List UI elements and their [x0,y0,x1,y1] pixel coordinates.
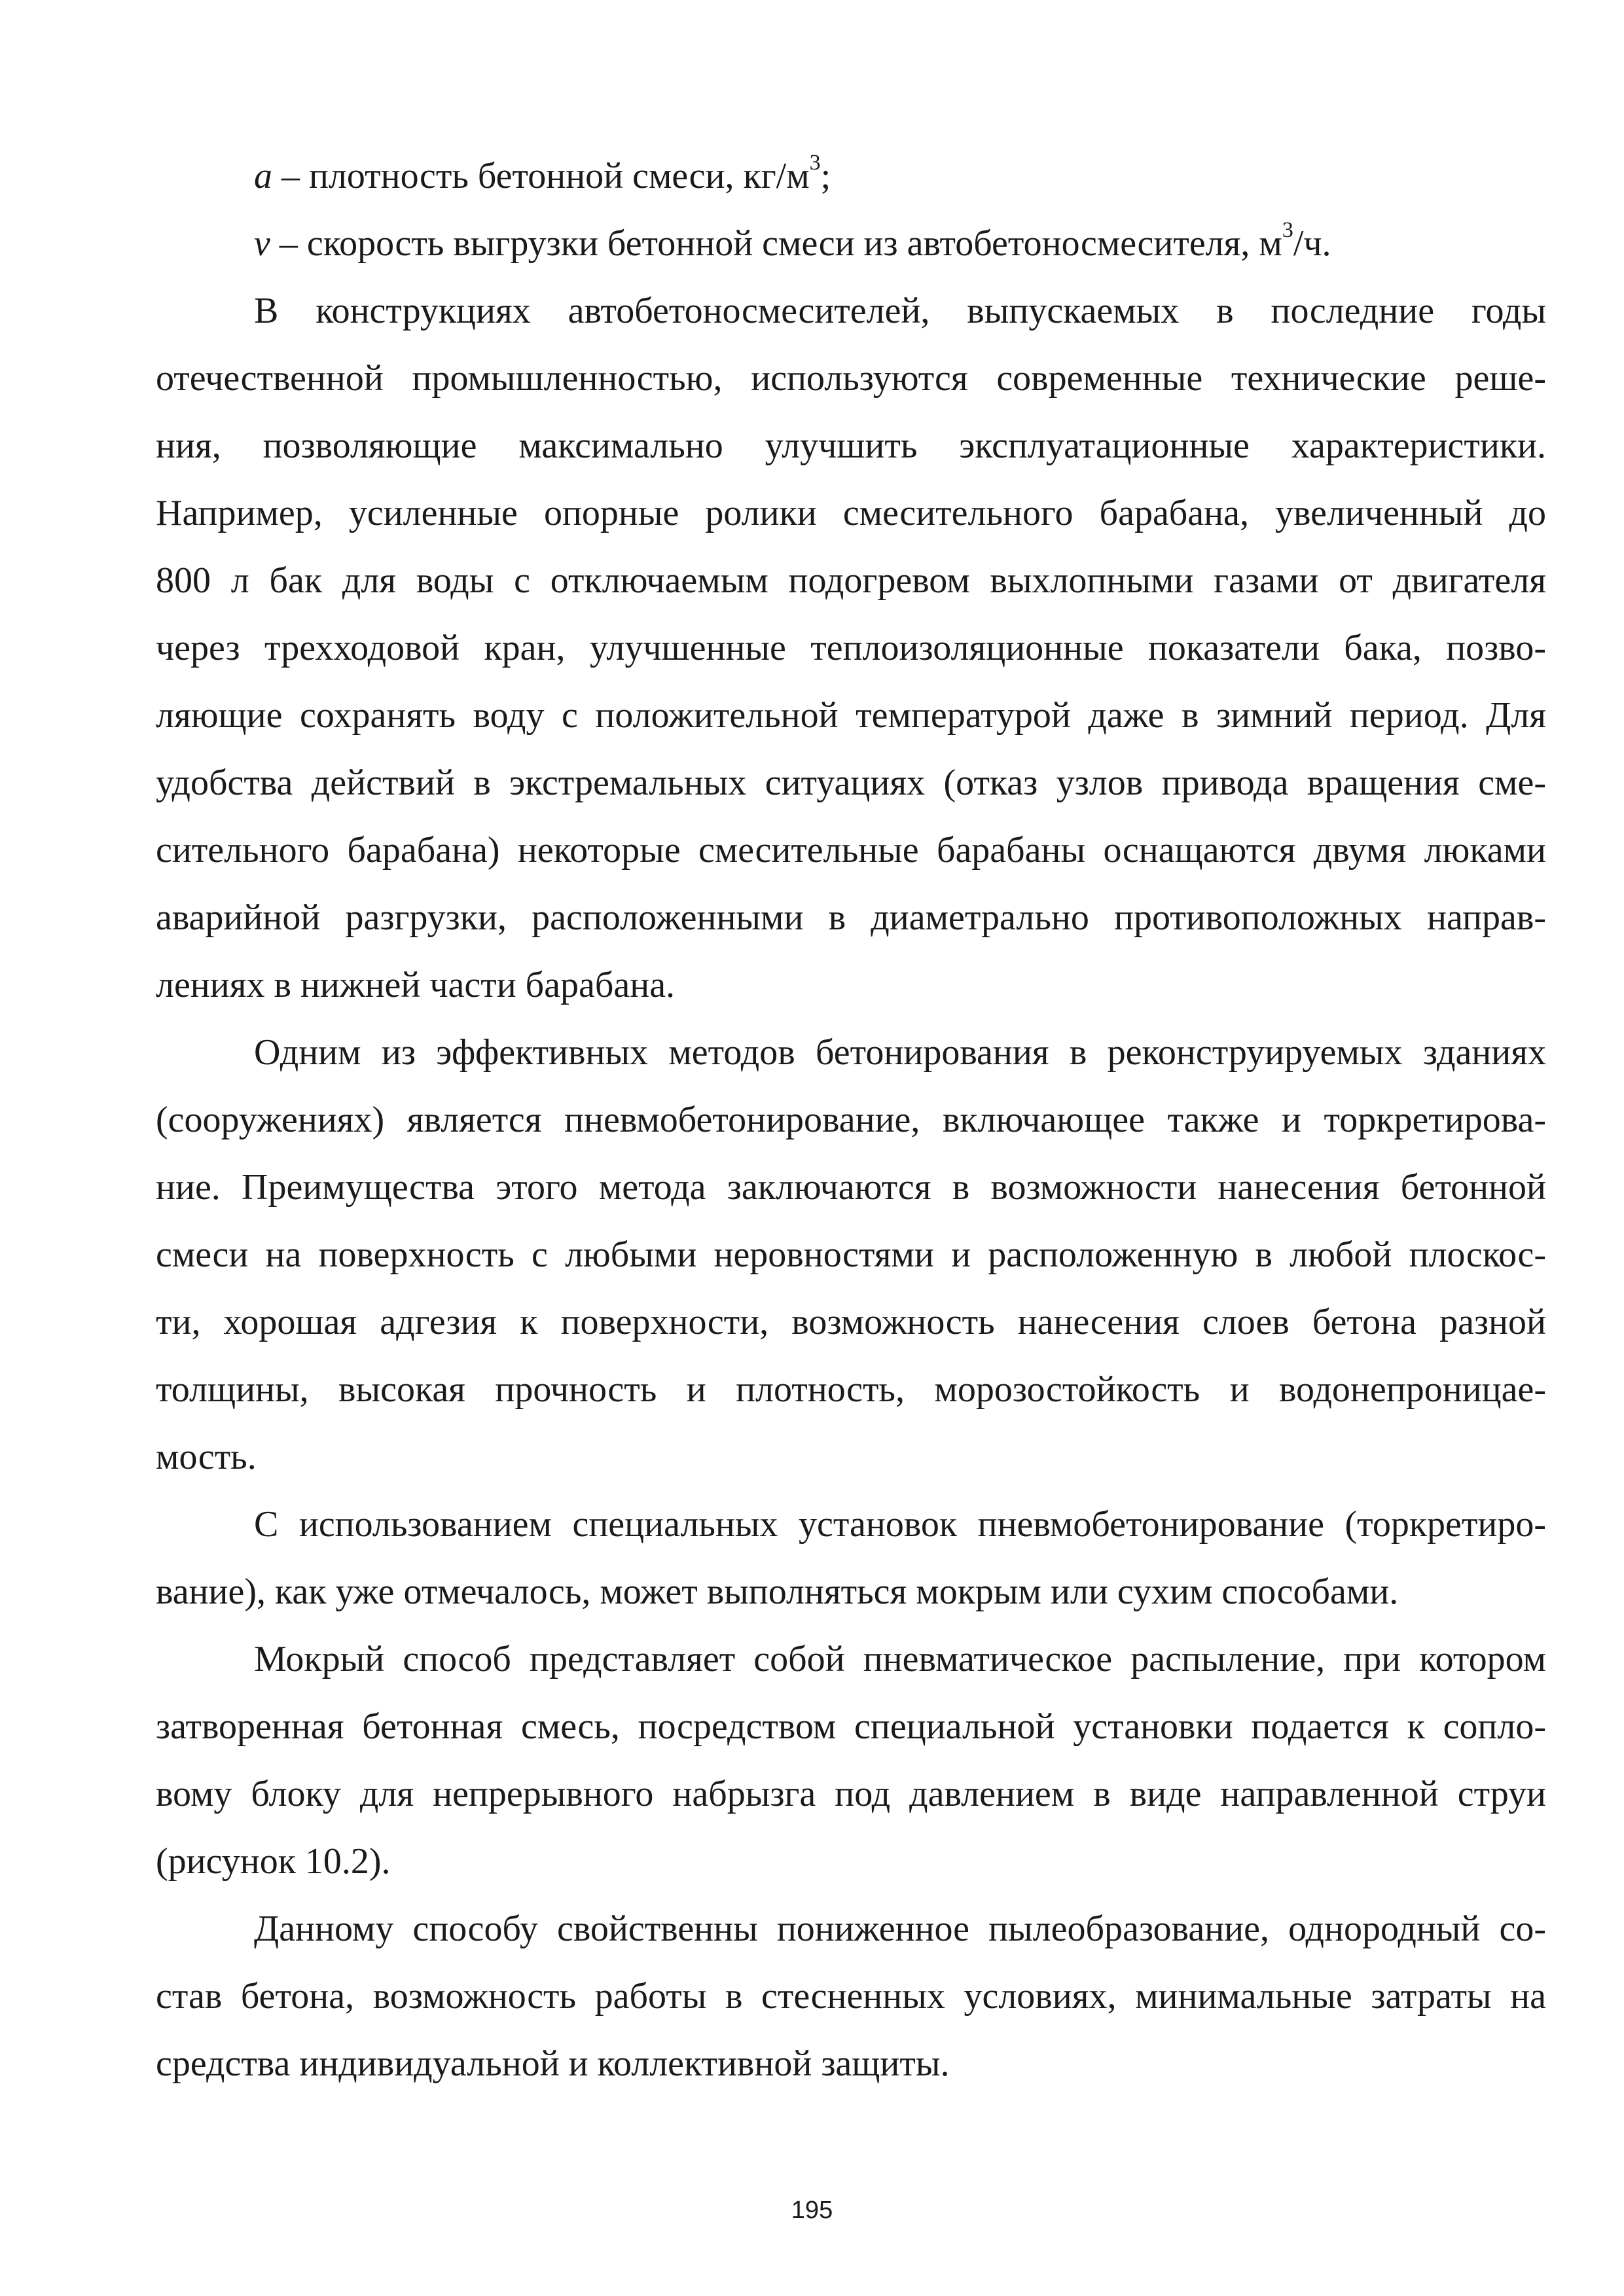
paragraph-line: лениях в нижней части барабана. [156,965,676,1005]
definition-speed-sup: 3 [1282,218,1293,243]
paragraph-line: Например, усиленные опорные ролики смесительного барабана, увеличенный до [156,493,1546,533]
definition-speed [156,210,1546,278]
paragraph-line: (сооружениях) является пневмобетонирование, включающее также и торкретирова- [156,1100,1546,1140]
paragraph-line: удобства действий в экстремальных ситуациях (отказ узлов привода вращения сме- [156,762,1546,803]
paragraph [156,1491,1546,1626]
paragraph-line: вому блоку для непрерывного набрызга под давлением в виде направленной струи [156,1774,1546,1814]
paragraph-line: С использованием специальных установок пневмобетонирование (торкретиро- [254,1504,1546,1545]
paragraph-line: 800 л бак для воды с отключаемым подогревом выхлопными газами от двигателя [156,560,1546,601]
paragraph [156,1019,1546,1491]
paragraph-line: смеси на поверхность с любыми неровностями и расположенную в любой плоскос- [156,1234,1546,1275]
definition-density-tail: ; [820,156,831,196]
paragraph-line: аварийной разгрузки, расположенными в диаметрально противоположных направ- [156,897,1546,938]
definition-speed-text: – скорость выгрузки бетонной смеси из автобетоносмесителя, м [270,223,1282,264]
definition-speed-tail: /ч. [1293,223,1331,264]
paragraph-line: Данному способу свойственны пониженное пылеобразование, однородный со- [254,1909,1546,1949]
symbol-v: v [254,223,270,264]
paragraph [156,1626,1546,1895]
paragraph-line: толщины, высокая прочность и плотность, морозостойкость и водонепроницае- [156,1369,1546,1410]
paragraph-line: В конструкциях автобетоносмесителей, выпускаемых в последние годы [254,291,1546,331]
paragraph-line: вание), как уже отмечалось, может выполняться мокрым или сухим способами. [156,1571,1399,1612]
paragraph-line: ляющие сохранять воду с положительной температурой даже в зимний период. Для [156,695,1546,736]
paragraph-line: (рисунок 10.2). [156,1841,391,1882]
symbol-a: a [254,156,272,196]
paragraph-line: сительного барабана) некоторые смесительные барабаны оснащаются двумя люками [156,830,1546,870]
paragraph-line: затворенная бетонная смесь, посредством специальной установки подается к сопло- [156,1706,1546,1747]
paragraph-line: став бетона, возможность работы в стесненных условиях, минимальные затраты на [156,1976,1546,2017]
paragraph-line: Мокрый способ представляет собой пневматическое распыление, при котором [254,1639,1546,1679]
paragraph-line: ния, позволяющие максимально улучшить эксплуатационные характеристики. [156,425,1546,466]
paragraph-line: ние. Преимущества этого метода заключаются в возможности нанесения бетонной [156,1167,1546,1208]
page-body [156,143,1546,2098]
paragraph [156,278,1546,1019]
paragraph [156,1895,1546,2098]
paragraph-line: отечественной промышленностью, используются современные технические реше- [156,358,1546,399]
page-number: 195 [791,2197,833,2224]
definition-density-sup: 3 [809,151,821,175]
paragraph-line: ти, хорошая адгезия к поверхности, возможность нанесения слоев бетона разной [156,1302,1546,1342]
paragraph-line: через трехходовой кран, улучшенные теплоизоляционные показатели бака, позво- [156,628,1546,668]
definition-density [156,143,1546,210]
definition-density-text: – плотность бетонной смеси, кг/м [272,156,810,196]
paragraph-line: мость. [156,1437,257,1477]
paragraph-line: средства индивидуальной и коллективной защиты. [156,2043,950,2084]
paragraph-line: Одним из эффективных методов бетонирования в реконструируемых зданиях [254,1032,1546,1073]
